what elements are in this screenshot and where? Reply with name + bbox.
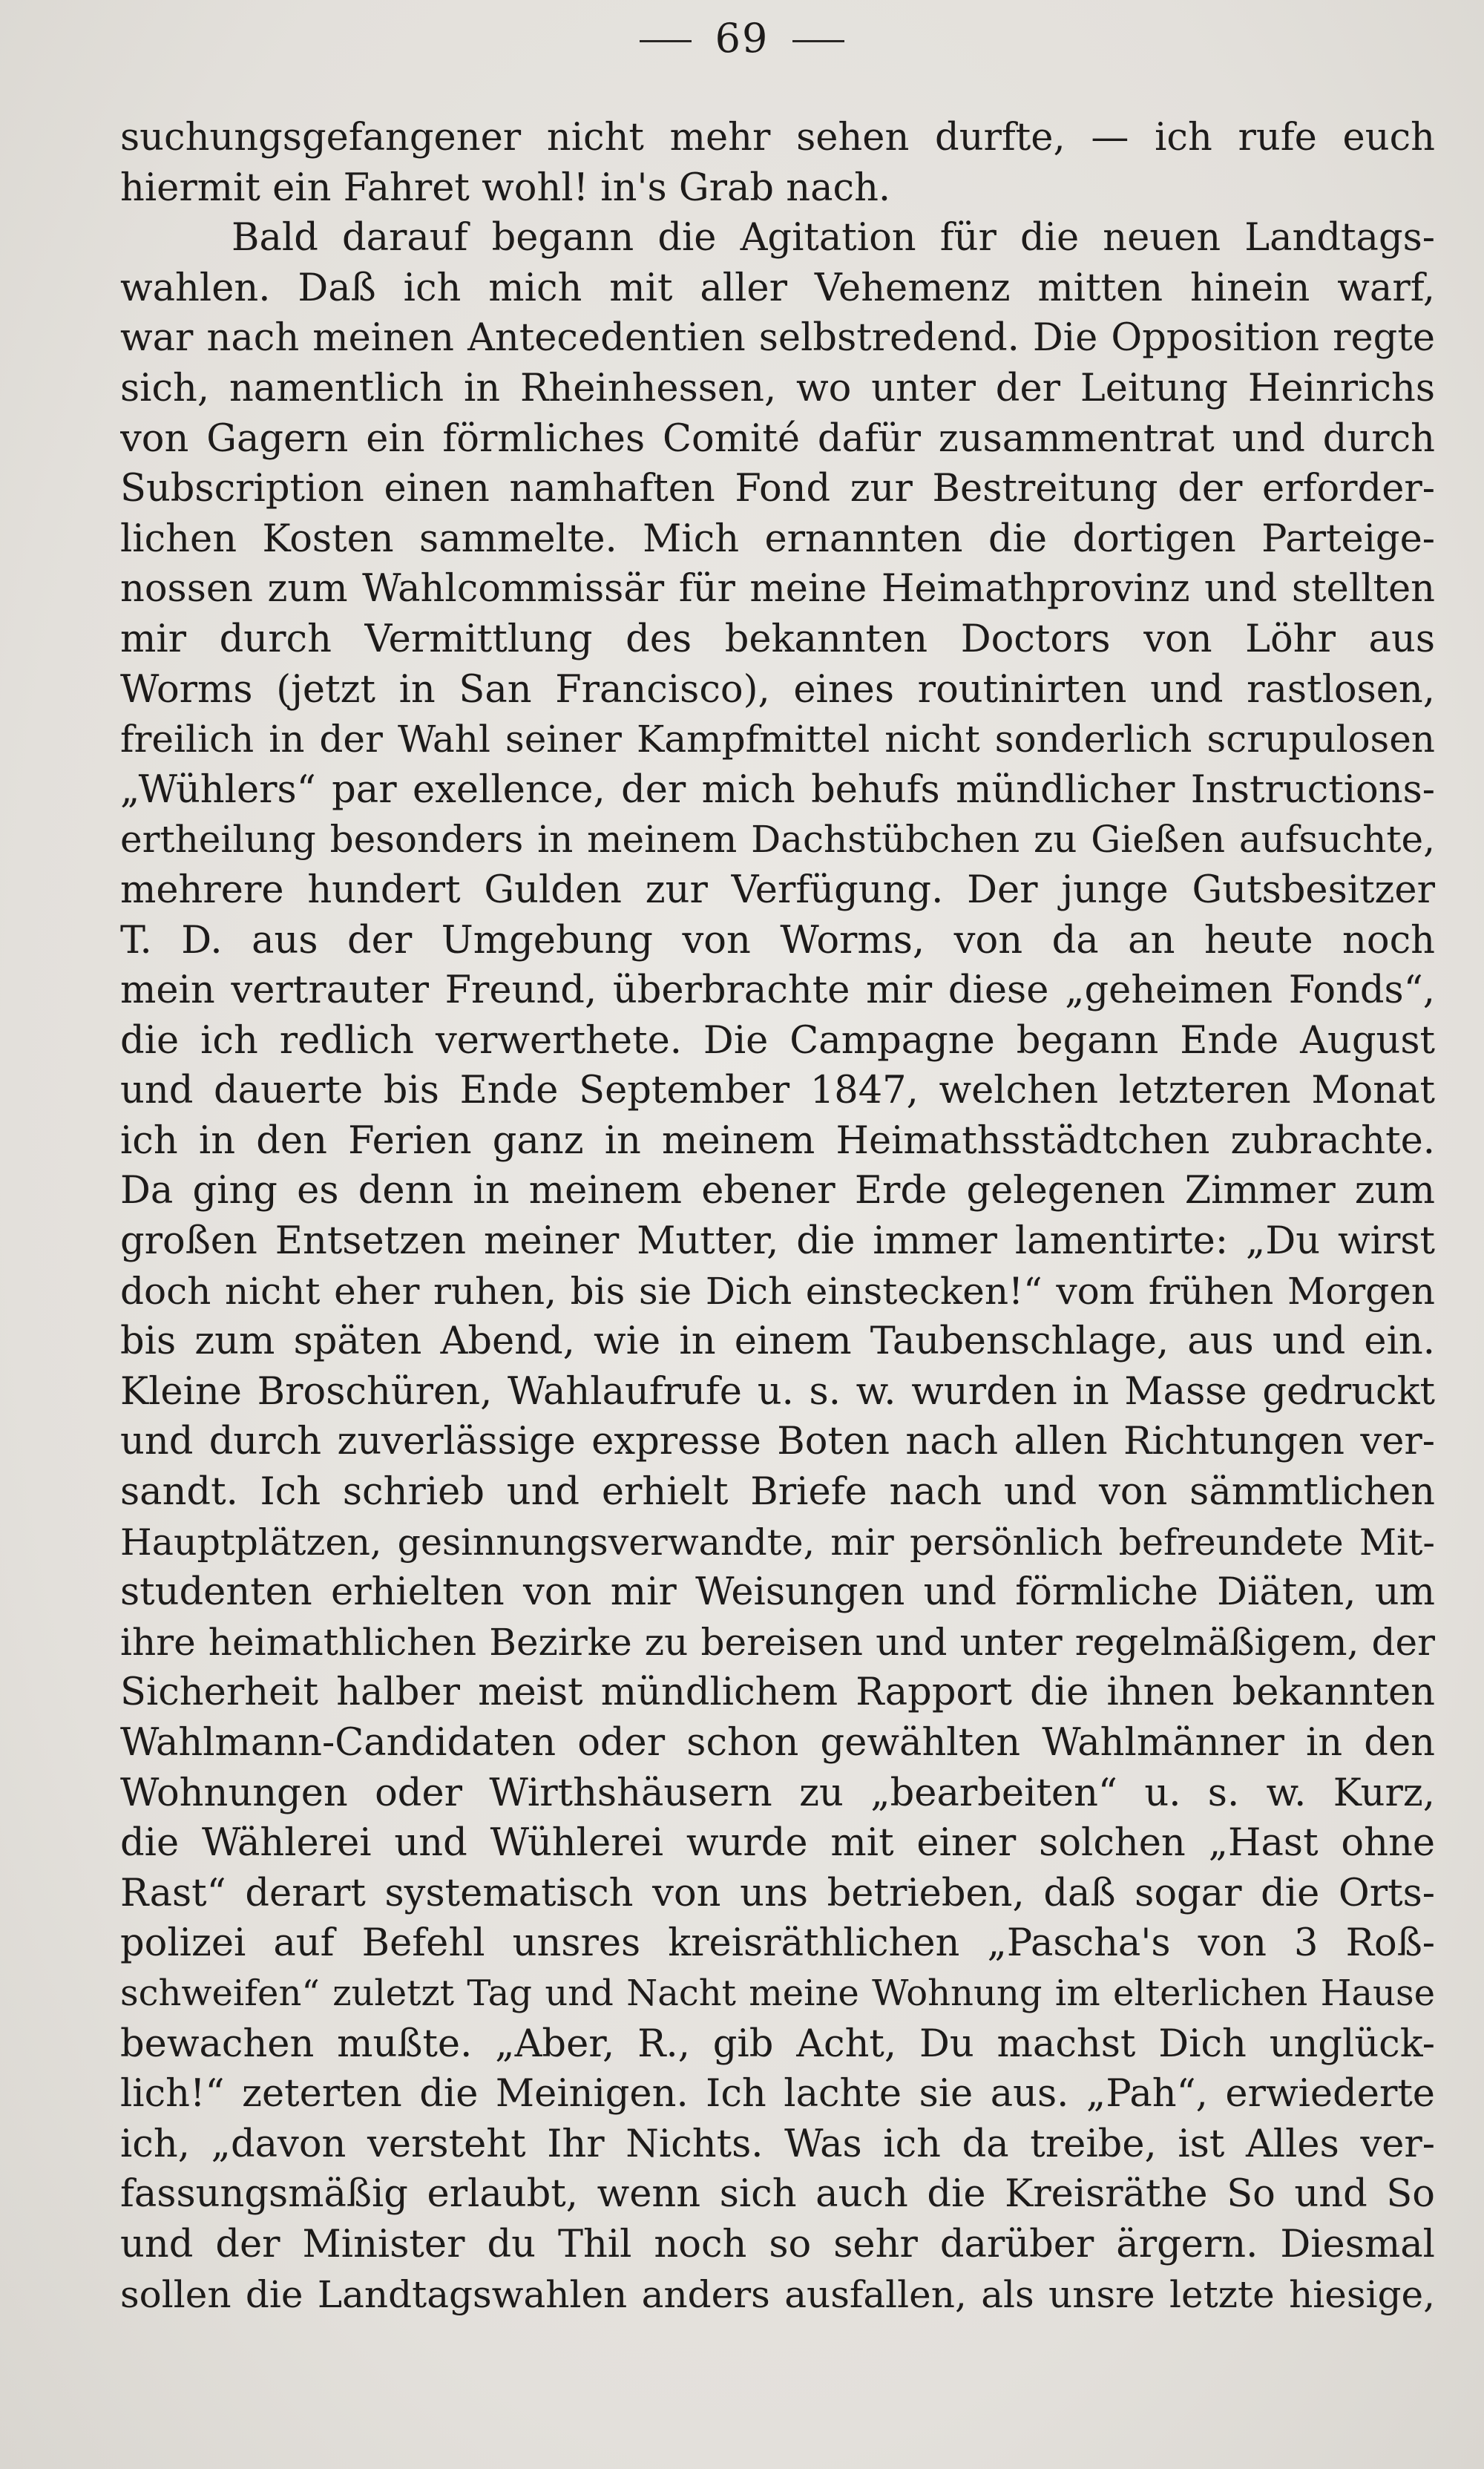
text-line: Da ging es denn in meinem ebener Erde gelegenen Zimmer zum: [120, 1169, 1435, 1213]
text-line: mehrere hundert Gulden zur Verfügung. Der junge Gutsbesitzer: [120, 868, 1435, 912]
text-line: Rast“ derart systematisch von uns betrieben, daß sogar die Orts-: [120, 1871, 1435, 1915]
text-line: und durch zuverlässige expresse Boten nach allen Richtungen ver-: [120, 1420, 1435, 1464]
text-line: und dauerte bis Ende September 1847, welchen letzteren Monat: [120, 1069, 1435, 1113]
text-line: Worms (jetzt in San Francisco), eines routinirten und rastlosen,: [120, 667, 1435, 712]
text-line: ihre heimathlichen Bezirke zu bereisen und unter regelmäßigem, der: [120, 1620, 1435, 1664]
text-line: lichen Kosten sammelte. Mich ernannten die dortigen Parteige-: [120, 517, 1435, 561]
text-line: wahlen. Daß ich mich mit aller Vehemenz mitten hinein warf,: [120, 266, 1435, 310]
text-line: Sicherheit halber meist mündlichem Rapport die ihnen bekannten: [120, 1670, 1435, 1715]
text-line: bewachen mußte. „Aber, R., gib Acht, Du machst Dich unglück-: [120, 2022, 1435, 2066]
text-line: doch nicht eher ruhen, bis sie Dich einstecken!“ vom frühen Morgen: [120, 1269, 1435, 1313]
header-dash-left: [640, 40, 692, 42]
text-line: fassungsmäßig erlaubt, wenn sich auch die Kreisräthe So und So: [120, 2172, 1435, 2217]
text-line: ich in den Ferien ganz in meinem Heimathsstädtchen zubrachte.: [120, 1118, 1435, 1163]
text-line: ertheilung besonders in meinem Dachstübchen zu Gießen aufsuchte,: [120, 818, 1435, 862]
page-number: 69: [715, 14, 769, 62]
text-line: die ich redlich verwerthete. Die Campagne begann Ende August: [120, 1018, 1435, 1063]
text-line: mir durch Vermittlung des bekannten Doctors von Löhr aus: [120, 617, 1435, 661]
text-line: Hauptplätzen, gesinnungsverwandte, mir persönlich befreundete Mit-: [120, 1521, 1435, 1564]
text-line: „Wühlers“ par exellence, der mich behufs mündlicher Instructions-: [120, 767, 1435, 812]
text-line: die Wählerei und Wühlerei wurde mit einer solchen „Hast ohne: [120, 1821, 1435, 1866]
text-line: mein vertrauter Freund, überbrachte mir diese „geheimen Fonds“,: [120, 968, 1435, 1013]
text-line: nossen zum Wahlcommissär für meine Heimathprovinz und stellten: [120, 567, 1435, 611]
text-line: Wahlmann-Candidaten oder schon gewählten Wahlmänner in den: [120, 1721, 1435, 1765]
header-dash-right: [792, 40, 844, 42]
text-line: Subscription einen namhaften Fond zur Bestreitung der erforder-: [120, 467, 1435, 511]
text-line: Bald darauf begann die Agitation für die neuen Landtags-: [232, 216, 1435, 260]
text-line: suchungsgefangener nicht mehr sehen durfte, — ich rufe euch: [120, 116, 1435, 160]
body-text: [120, 113, 1435, 2320]
text-line: von Gagern ein förmliches Comité dafür zusammentrat und durch: [120, 416, 1435, 461]
text-line: T. D. aus der Umgebung von Worms, von da an heute noch: [120, 918, 1435, 963]
text-line: Kleine Broschüren, Wahlaufrufe u. s. w. wurden in Masse gedruckt: [120, 1369, 1435, 1414]
text-line: bis zum späten Abend, wie in einem Taubenschlage, aus und ein.: [120, 1319, 1435, 1364]
text-line: Wohnungen oder Wirthshäusern zu „bearbeiten“ u. s. w. Kurz,: [120, 1771, 1435, 1815]
text-line: sich, namentlich in Rheinhessen, wo unter der Leitung Heinrichs: [120, 366, 1435, 410]
text-line: großen Entsetzen meiner Mutter, die immer lamentirte: „Du wirst: [120, 1219, 1435, 1264]
text-line: ich, „davon versteht Ihr Nichts. Was ich da treibe, ist Alles ver-: [120, 2122, 1435, 2166]
text-line: lich!“ zeterten die Meinigen. Ich lachte sie aus. „Pah“, erwiederte: [120, 2072, 1435, 2116]
text-line: und der Minister du Thil noch so sehr darüber ärgern. Diesmal: [120, 2222, 1435, 2266]
text-line: sollen die Landtagswahlen anders ausfallen, als unsre letzte hiesige,: [120, 2272, 1435, 2316]
text-line: hiermit ein Fahret wohl! in's Grab nach.: [120, 165, 891, 210]
text-line: war nach meinen Antecedentien selbstredend. Die Opposition regte: [120, 316, 1435, 361]
text-line: studenten erhielten von mir Weisungen und förmliche Diäten, um: [120, 1570, 1435, 1615]
text-line: freilich in der Wahl seiner Kampfmittel nicht sonderlich scrupulosen: [120, 718, 1435, 761]
text-line: polizei auf Befehl unsres kreisräthlichen „Pascha's von 3 Roß-: [120, 1921, 1435, 1966]
text-line: schweifen“ zuletzt Tag und Nacht meine Wohnung im elterlichen Hause: [120, 1972, 1435, 2014]
text-line: sandt. Ich schrieb und erhielt Briefe nach und von sämmtlichen: [120, 1470, 1435, 1515]
page-header: [0, 4, 1484, 71]
